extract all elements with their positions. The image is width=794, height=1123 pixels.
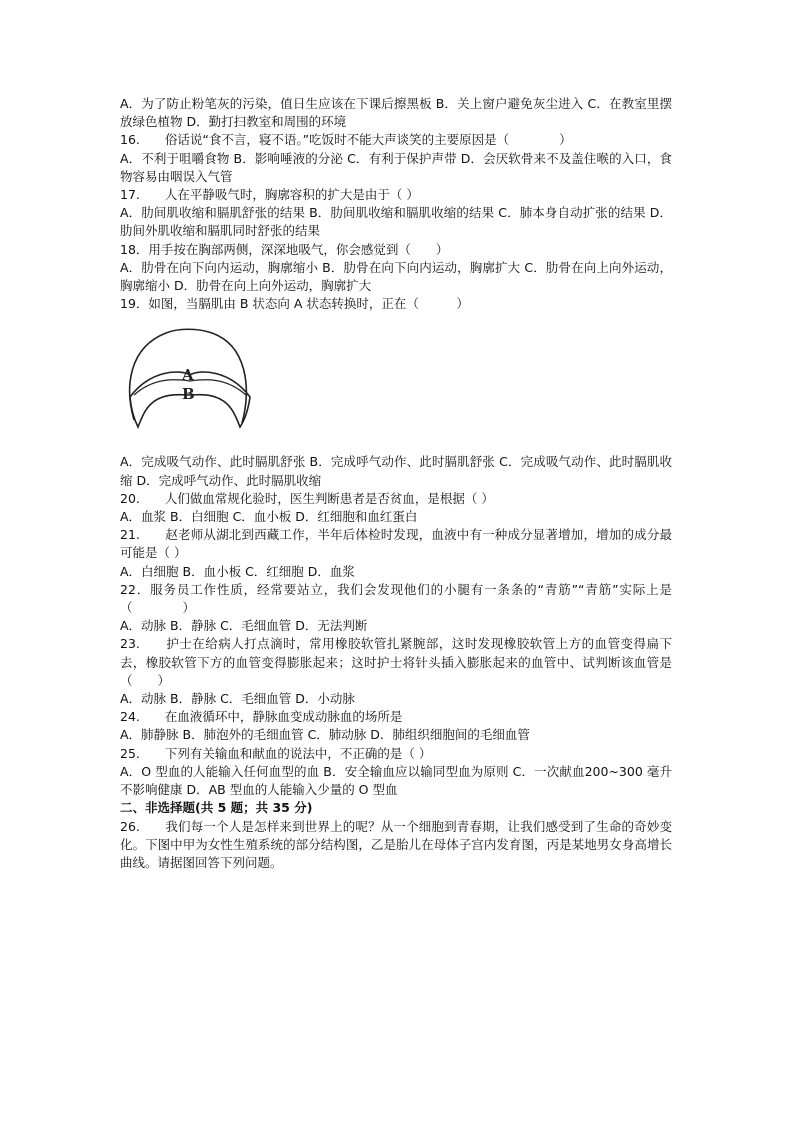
q17-options: A．肋间肌收缩和膈肌舒张的结果 B．肋间肌收缩和膈肌收缩的结果 C．肺本身自动扩张的结果 D．肋间外肌收缩和膈肌同时舒张的结果	[120, 205, 672, 239]
q24-options: A．肺静脉 B．肺泡外的毛细血管 C．肺动脉 D．肺组织细胞间的毛细血管	[120, 727, 530, 743]
q26-stem: 26. 我们每一个人是怎样来到世界上的呢？从一个细胞到青春期，让我们感受到了生命的奇妙变化。下图中甲为女性生殖系统的部分结构图，乙是胎儿在母体子宫内发育图，丙是某地男女身高增长曲线。请据图回答下列问题。	[120, 818, 672, 870]
q18-stem: 18．用手按在胸部两侧，深深地吸气，你会感觉到（ ）	[120, 241, 449, 257]
thorax-diagram	[120, 325, 260, 437]
q16-options: A．不利于咀嚼食物 B．影响唾液的分泌 C．有利于保护声带 D．会厌软骨来不及盖住喉的入口，食物容易由咽误入气管	[120, 150, 672, 184]
q24-stem: 24. 在血液循环中，静脉血变成动脉血的场所是	[120, 709, 403, 725]
q23-stem: 23. 护士在给病人打点滴时，常用橡胶软管扎紧腕部，这时发现橡胶软管上方的血管变得扁下去，橡胶软管下方的血管变得膨胀起来；这时护士将针头插入膨胀起来的血管中、试判断该血管是（ ）	[120, 636, 672, 688]
q25-options: A．O 型血的人能输入任何血型的血 B．安全输血应以输同型血为原则 C．一次献血200~300 毫升不影响健康 D．AB 型血的人能输入少量的 O 型血	[120, 763, 672, 798]
label-b: B	[182, 385, 195, 404]
q19-options: A．完成吸气动作、此时膈肌舒张 B．完成呼气动作、此时膈肌舒张 C．完成吸气动作、此时膈肌收缩 D．完成呼气动作、此时膈肌收缩	[120, 454, 672, 488]
q21-options: A．白细胞 B．血小板 C．红细胞 D．血浆	[120, 563, 355, 579]
q17-stem: 17. 人在平静吸气时，胸廓容积的扩大是由于（ ）	[120, 187, 419, 203]
section-2-title: 二、非选择题(共 5 题；共 35 分)	[120, 800, 313, 816]
q22-options: A．动脉 B．静脉 C．毛细血管 D．无法判断	[120, 618, 368, 634]
diaphragm-figure	[120, 313, 672, 453]
q15-options: A．为了防止粉笔灰的污染，值日生应该在下课后擦黑板 B．关上窗户避免灰尘进入 C．在教室里摆放绿色植物 D．勤打扫教室和周围的环境	[120, 96, 672, 130]
q19-stem: 19．如图，当膈肌由 B 状态向 A 状态转换时，正在（ ）	[120, 296, 469, 312]
label-a: A	[182, 366, 194, 385]
q16-stem: 16. 俗话说“食不言，寝不语。”吃饭时不能大声谈笑的主要原因是（ ）	[120, 132, 572, 148]
q25-stem: 25. 下列有关输血和献血的说法中，不正确的是（ ）	[120, 745, 432, 761]
q20-options: A．血浆 B．白细胞 C．血小板 D．红细胞和血红蛋白	[120, 509, 418, 525]
q23-options: A．动脉 B．静脉 C．毛细血管 D．小动脉	[120, 691, 355, 707]
exam-page	[120, 95, 723, 872]
q22-stem: 22．服务员工作性质，经常要站立，我们会发现他们的小腿有一条条的“青筋”“青筋”实际上是 （ ）	[120, 581, 723, 616]
q20-stem: 20. 人们做血常规化验时，医生判断患者是否贫血，是根据（ ）	[120, 490, 494, 506]
q18-options: A．肋骨在向下向内运动，胸廓缩小 B．肋骨在向下向内运动，胸廓扩大 C．肋骨在向上向外运动，胸廓缩小 D．肋骨在向上向外运动，胸廓扩大	[120, 259, 672, 294]
q21-stem: 21. 赵老师从湖北到西藏工作，半年后体检时发现，血液中有一种成分显著增加，增加的成分最可能是（ ）	[120, 527, 672, 561]
